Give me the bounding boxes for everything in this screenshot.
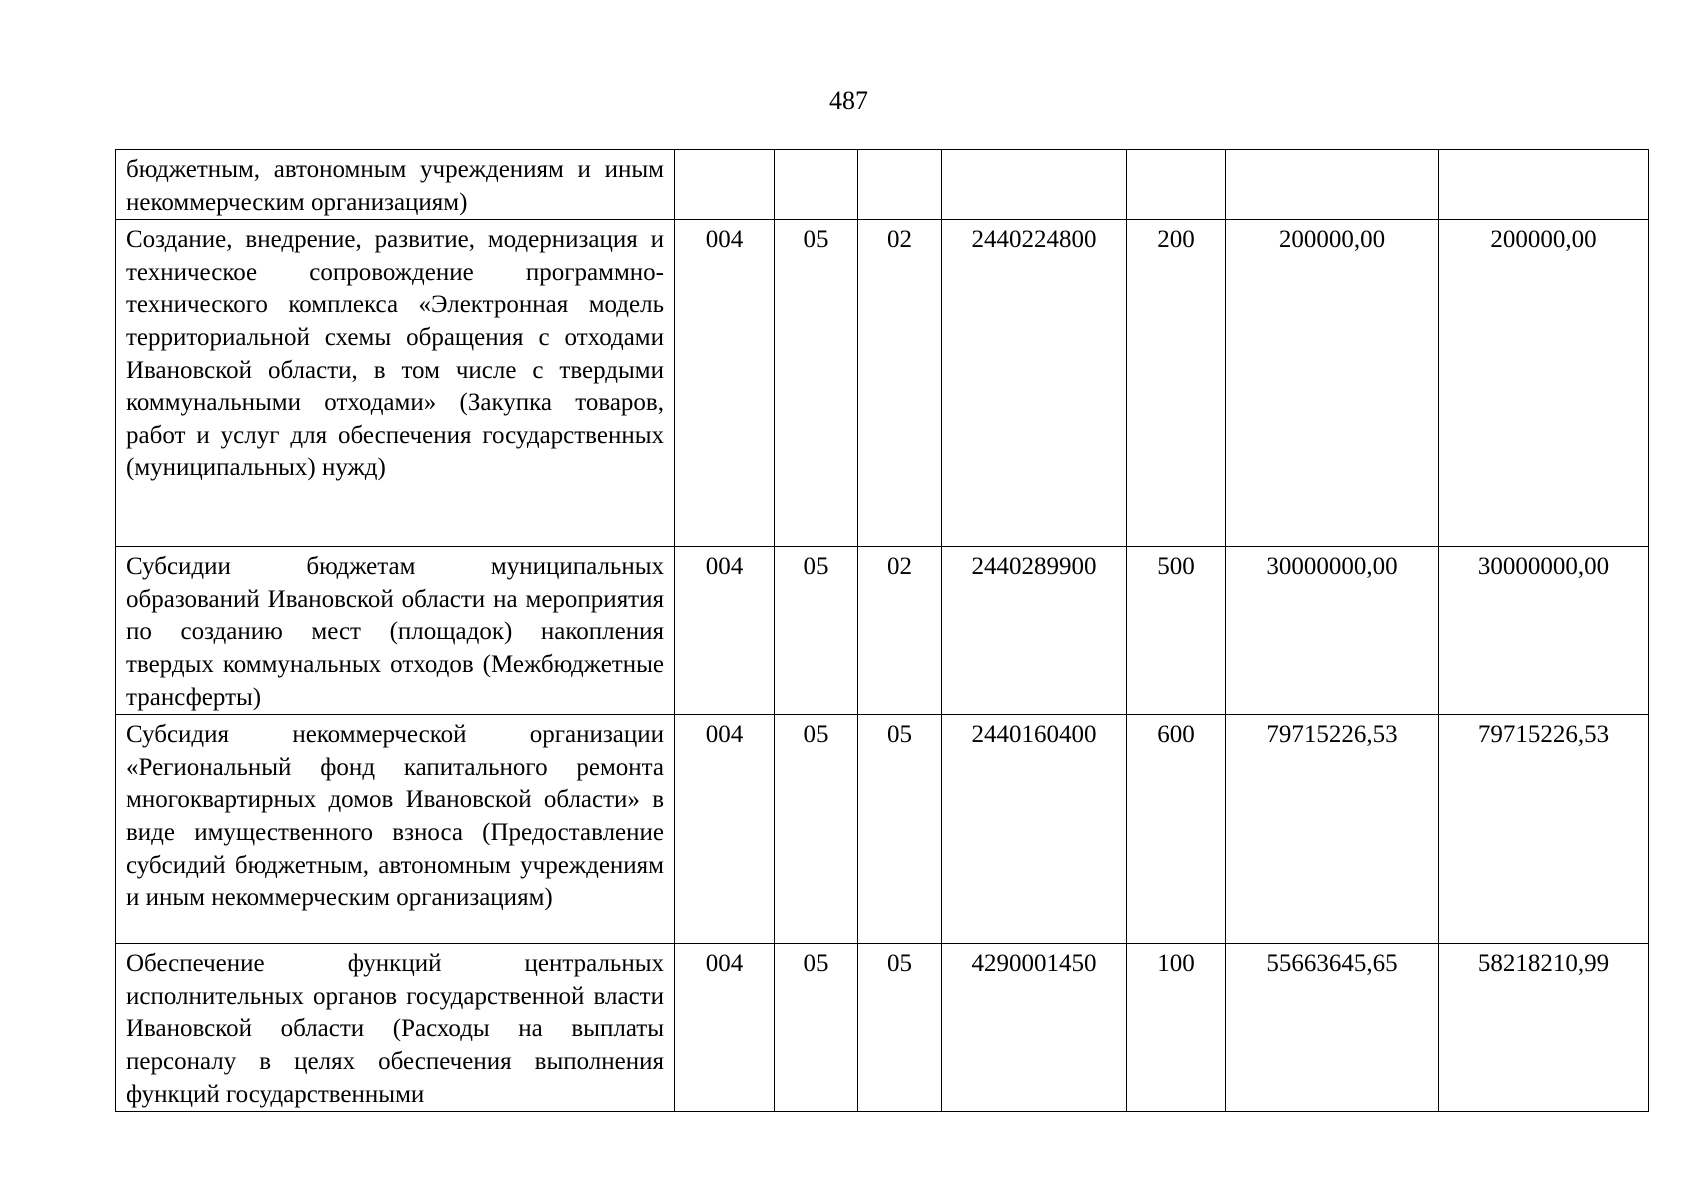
section-code: 05 bbox=[775, 547, 858, 715]
target-article-code bbox=[942, 150, 1127, 220]
table-row bbox=[116, 150, 1649, 220]
expense-type-code: 600 bbox=[1127, 715, 1226, 944]
subsection-code: 02 bbox=[858, 220, 942, 547]
amount-2: 30000000,00 bbox=[1439, 547, 1649, 715]
table-row bbox=[116, 715, 1649, 944]
subsection-code: 02 bbox=[858, 547, 942, 715]
row-description: Субсидия некоммерческой организации «Региональный фонд капитального ремонта многоквартирных домов Ивановской области» в виде имущественного взноса (Предоставление субсидий бюджетным, автономным учреждениям и иным некоммерческим организациям) bbox=[116, 715, 675, 944]
target-article-code: 2440224800 bbox=[942, 220, 1127, 547]
expense-type-code bbox=[1127, 150, 1226, 220]
section-code bbox=[775, 150, 858, 220]
subsection-code: 05 bbox=[858, 944, 942, 1112]
budget-table bbox=[115, 149, 1649, 1112]
amount-2 bbox=[1439, 150, 1649, 220]
table-row bbox=[116, 547, 1649, 715]
amount-1 bbox=[1226, 150, 1439, 220]
row-description: Создание, внедрение, развитие, модернизация и техническое сопровождение программно-технического комплекса «Электронная модель территориальной схемы обращения с отходами Ивановской области, в том числе с твердыми коммунальными отходами» (Закупка товаров, работ и услуг для обеспечения государственных (муниципальных) нужд) bbox=[116, 220, 675, 547]
ministry-code: 004 bbox=[675, 715, 775, 944]
amount-1: 55663645,65 bbox=[1226, 944, 1439, 1112]
amount-1: 30000000,00 bbox=[1226, 547, 1439, 715]
table-row bbox=[116, 944, 1649, 1112]
section-code: 05 bbox=[775, 220, 858, 547]
expense-type-code: 500 bbox=[1127, 547, 1226, 715]
ministry-code: 004 bbox=[675, 944, 775, 1112]
row-description: Субсидии бюджетам муниципальных образований Ивановской области на мероприятия по созданию мест (площадок) накопления твердых коммунальных отходов (Межбюджетные трансферты) bbox=[116, 547, 675, 715]
page-number: 487 bbox=[829, 86, 868, 115]
ministry-code bbox=[675, 150, 775, 220]
table-row bbox=[116, 220, 1649, 547]
ministry-code: 004 bbox=[675, 220, 775, 547]
row-description: бюджетным, автономным учреждениям и иным некоммерческим организациям) bbox=[116, 150, 675, 220]
amount-2: 79715226,53 bbox=[1439, 715, 1649, 944]
amount-1: 200000,00 bbox=[1226, 220, 1439, 547]
subsection-code: 05 bbox=[858, 715, 942, 944]
amount-2: 200000,00 bbox=[1439, 220, 1649, 547]
target-article-code: 2440289900 bbox=[942, 547, 1127, 715]
amount-1: 79715226,53 bbox=[1226, 715, 1439, 944]
target-article-code: 2440160400 bbox=[942, 715, 1127, 944]
amount-2: 58218210,99 bbox=[1439, 944, 1649, 1112]
section-code: 05 bbox=[775, 715, 858, 944]
target-article-code: 4290001450 bbox=[942, 944, 1127, 1112]
expense-type-code: 100 bbox=[1127, 944, 1226, 1112]
section-code: 05 bbox=[775, 944, 858, 1112]
subsection-code bbox=[858, 150, 942, 220]
ministry-code: 004 bbox=[675, 547, 775, 715]
row-description: Обеспечение функций центральных исполнительных органов государственной власти Ивановской области (Расходы на выплаты персоналу в целях обеспечения выполнения функций государственными bbox=[116, 944, 675, 1112]
expense-type-code: 200 bbox=[1127, 220, 1226, 547]
